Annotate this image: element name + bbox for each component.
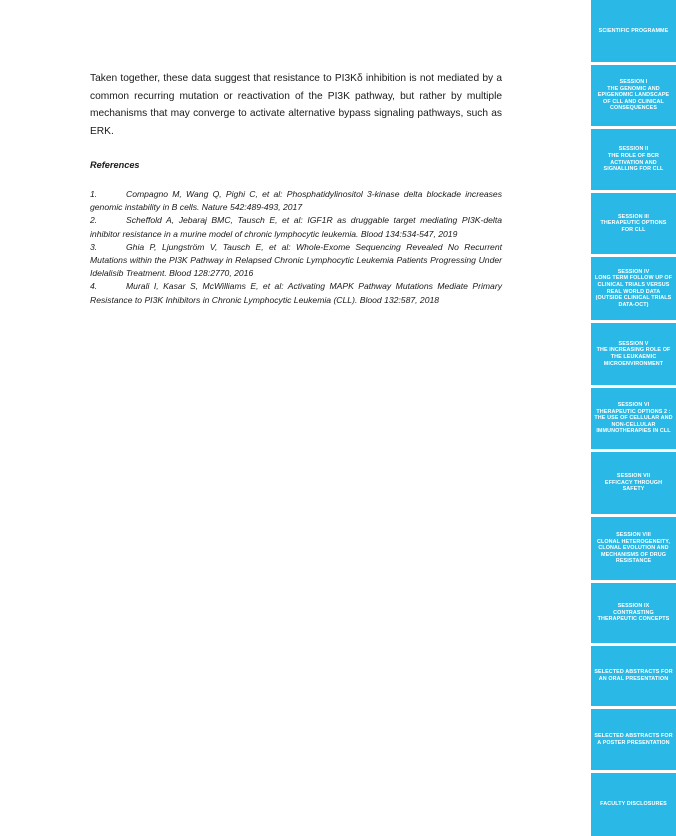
tab-label: SELECTED ABSTRACTS FOR A POSTER PRESENTATION: [594, 732, 673, 746]
body-paragraph: Taken together, these data suggest that resistance to PI3Kδ inhibition is not mediated by a common recurring mutation or reactivation of the PI3K pathway, but rather by multiple mechanisms that may converge to activate alternative bypass signaling pathways, such as ERK.: [90, 73, 502, 137]
sidebar-tab-session-7[interactable]: [591, 452, 676, 514]
reference-item: [90, 188, 502, 214]
tab-label: SESSION IX CONTRASTING THERAPEUTIC CONCEPTS: [597, 603, 670, 623]
reference-number: 4.: [90, 281, 98, 292]
sidebar-tab-session-3[interactable]: [591, 193, 676, 254]
page-content: [90, 70, 502, 307]
reference-number: 1.: [90, 189, 98, 199]
reference-number: 2.: [90, 215, 98, 226]
sidebar-tab-oral-abstracts[interactable]: [591, 646, 676, 706]
reference-text: Scheffold A, Jebaraj BMC, Tausch E, et al: IGF1R as druggable target mediating PI3K-delta inhibitor resistance in a murine model of chronic lymphocytic leukemia. Blood 134:534-547, 2019: [90, 215, 502, 239]
tab-label: SELECTED ABSTRACTS FOR AN ORAL PRESENTATION: [594, 669, 673, 682]
reference-item: [90, 241, 502, 281]
reference-number: 3.: [90, 241, 98, 252]
reference-text: Murali I, Kasar S, McWilliams E, et al: Activating MAPK Pathway Mutations Mediate Primary Resistance to PI3K Inhibitors in Chronic Lymphocytic Leukemia (CLL). Blood 132:587, 2018: [90, 281, 502, 305]
sidebar-tab-poster-abstracts[interactable]: [591, 709, 676, 770]
tab-label: SESSION VII EFFICACY THROUGH SAFETY: [604, 473, 663, 493]
tab-label: SESSION V THE INCREASING ROLE OF THE LEUKAEMIC MICROENVIRONMENT: [596, 340, 671, 367]
tab-label: FACULTY DISCLOSURES: [600, 801, 667, 808]
references-heading: References: [90, 160, 140, 170]
tab-label: SESSION II THE ROLE OF BCR ACTIVATION AND SIGNALLING FOR CLL: [603, 146, 664, 173]
tab-label: SESSION VIII CLONAL HETEROGENEITY, CLONAL EVOLUTION AND MECHANISMS OF DRUG RESISTANCE: [597, 532, 670, 565]
sidebar-tab-session-4[interactable]: [591, 257, 676, 320]
sidebar-tab-session-9[interactable]: [591, 583, 676, 643]
tab-label: SESSION III THERAPEUTIC OPTIONS FOR CLL: [600, 213, 667, 233]
references-list: [90, 188, 502, 307]
sidebar-tab-faculty-disclosures[interactable]: [591, 773, 676, 836]
reference-item: [90, 280, 502, 306]
reference-text: Compagno M, Wang Q, Pighi C, et al: Phosphatidylinositol 3-kinase delta blockade increases genomic instability in B cells. Nature 542:489-493, 2017: [90, 189, 502, 213]
tab-label: SESSION VI THERAPEUTIC OPTIONS 2 : THE USE OF CELLULAR AND NON-CELLULAR IMMUNOTHERAPIES IN CLL: [594, 402, 673, 435]
sidebar-tab-session-8[interactable]: [591, 517, 676, 580]
sidebar-navigation: [591, 0, 676, 836]
tab-label: SESSION I THE GENOMIC AND EPIGENOMIC LANDSCAPE OF CLL AND CLINICAL CONSEQUENCES: [597, 79, 670, 112]
reference-item: [90, 214, 502, 240]
reference-text: Ghia P, Ljungström V, Tausch E, et al: Whole-Exome Sequencing Revealed No Recurrent Mutations within the PI3K Pathway in Relapsed Chronic Lymphocytic Leukemia Patients Progressing Under Idelalisib Treatment. Blood 128:2770, 2016: [90, 241, 502, 279]
sidebar-tab-session-6[interactable]: [591, 388, 676, 449]
sidebar-tab-scientific-programme[interactable]: [591, 0, 676, 62]
sidebar-tab-session-1[interactable]: [591, 65, 676, 126]
tab-label: SESSION IV LONG TERM FOLLOW UP OF CLINICAL TRIALS VERSUS REAL WORLD DATA (OUTSIDE CLINICAL TRIALS DATA-OCT): [594, 268, 673, 308]
sidebar-tab-session-5[interactable]: [591, 323, 676, 385]
tab-label: SCIENTIFIC PROGRAMME: [598, 27, 669, 34]
sidebar-tab-session-2[interactable]: [591, 129, 676, 190]
